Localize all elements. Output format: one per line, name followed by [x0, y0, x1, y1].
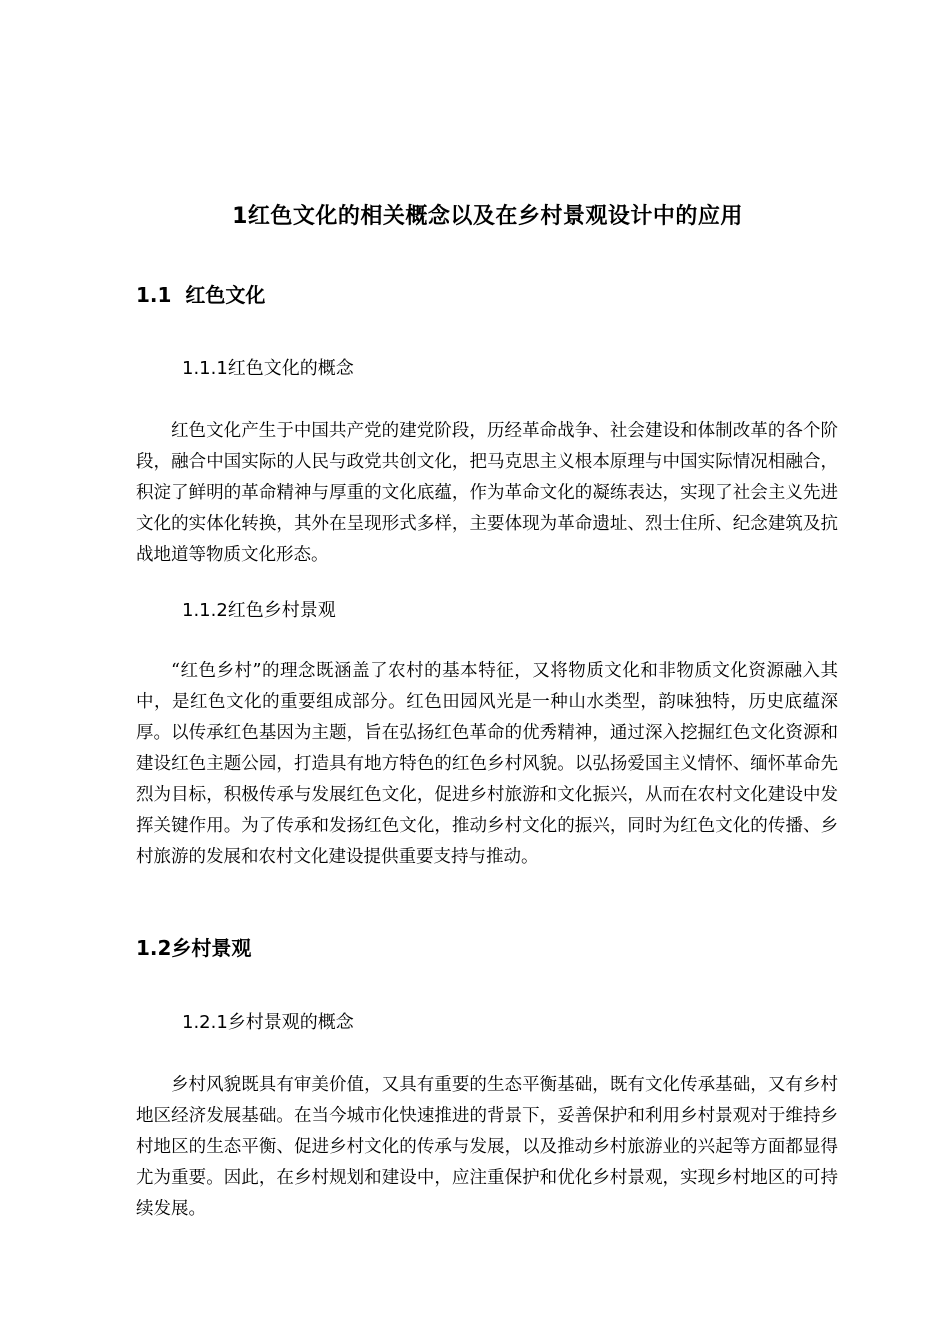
paragraph-rural-landscape-concept: 乡村风貌既具有审美价值，又具有重要的生态平衡基础，既有文化传承基础，又有乡村地区经济发展基础。在当今城市化快速推进的背景下，妥善保护和利用乡村景观对于维持乡村地区的生态平衡、促进乡村文化的传承与发展，以及推动乡村旅游业的兴起等方面都显得尤为重要。因此，在乡村规划和建设中，应注重保护和优化乡村景观，实现乡村地区的可持续发展。: [136, 1075, 838, 1219]
paragraph-red-culture-concept: 红色文化产生于中国共产党的建党阶段，历经革命战争、社会建设和体制改革的各个阶段，融合中国实际的人民与政党共创文化，把马克思主义根本原理与中国实际情况相融合，积淀了鲜明的革命精神与厚重的文化底蕴，作为革命文化的凝练表达，实现了社会主义先进文化的实体化转换，其外在呈现形式多样，主要体现为革命遗址、烈士住所、纪念建筑及抗战地道等物质文化形态。: [136, 421, 838, 565]
chapter-title: 1红色文化的相关概念以及在乡村景观设计中的应用: [232, 204, 743, 229]
subsection-heading-1-2-1: 1.2.1乡村景观的概念: [182, 1012, 354, 1033]
paragraph-red-rural-landscape: “红色乡村”的理念既涵盖了农村的基本特征，又将物质文化和非物质文化资源融入其中，是红色文化的重要组成部分。红色田园风光是一种山水类型，韵味独特，历史底蕴深厚。以传承红色基因为主题，旨在弘扬红色革命的优秀精神，通过深入挖掘红色文化资源和建设红色主题公园，打造具有地方特色的红色乡村风貌。以弘扬爱国主义情怀、缅怀革命先烈为目标，积极传承与发展红色文化，促进乡村旅游和文化振兴，从而在农村文化建设中发挥关键作用。为了传承和发扬红色文化，推动乡村文化的振兴，同时为红色文化的传播、乡村旅游的发展和农村文化建设提供重要支持与推动。: [136, 661, 838, 867]
section-heading-1-1: 1.1 红色文化: [136, 283, 266, 307]
subsection-heading-1-1-2: 1.1.2红色乡村景观: [182, 600, 336, 621]
section-heading-1-2: 1.2乡村景观: [136, 936, 252, 960]
subsection-heading-1-1-1: 1.1.1红色文化的概念: [182, 358, 354, 379]
